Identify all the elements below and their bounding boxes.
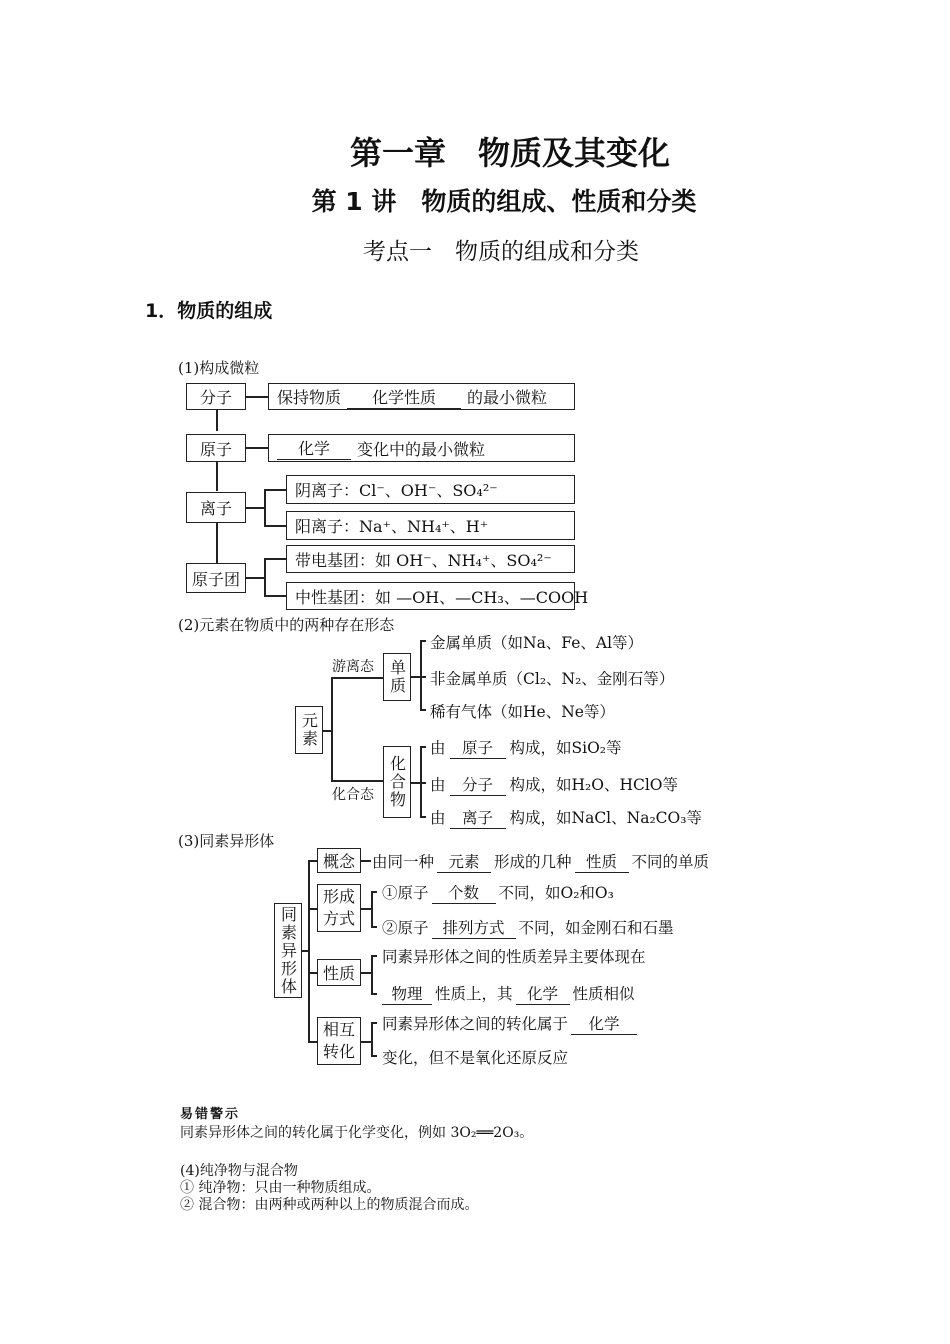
transform-line2: 变化，但不是氧化还原反应	[382, 1049, 569, 1067]
formation-count: ①原子 个数 不同，如O₂和O₃	[382, 881, 614, 904]
compound-ions: 由 离子 构成，如NaCl、Na₂CO₃等	[430, 806, 702, 829]
bracket	[371, 891, 373, 927]
blank-answer: 物理	[382, 982, 432, 1005]
bracket	[371, 1022, 377, 1024]
formation-box: 形成方式	[317, 884, 361, 932]
bracket	[371, 1055, 377, 1057]
formation-arrangement: ②原子 排列方式 不同，如金刚石和石墨	[382, 916, 674, 939]
blank-answer: 元素	[437, 850, 491, 873]
compound-molecules: 由 分子 构成，如H₂O、HClO等	[430, 773, 678, 796]
connector	[331, 677, 333, 781]
combined-state-label: 化合态	[332, 787, 374, 803]
simple-substance-box: 单质	[383, 653, 411, 701]
bracket	[361, 972, 371, 974]
connector	[308, 1041, 317, 1043]
connector	[308, 860, 310, 1042]
element-box: 元素	[295, 706, 323, 754]
transform-line1: 同素异形体之间的转化属于 化学	[382, 1012, 637, 1035]
atom-definition: 化学 变化中的最小微粒	[268, 434, 575, 462]
bracket	[411, 676, 426, 678]
blank-answer: 离子	[450, 806, 506, 829]
bracket	[371, 993, 377, 995]
part4-title: (4)纯净物与混合物	[180, 1163, 298, 1179]
bracket	[371, 1022, 373, 1056]
bracket	[361, 1041, 371, 1043]
compound-box: 化合物	[383, 746, 411, 818]
blank-answer: 性质	[575, 850, 629, 873]
bracket	[371, 955, 373, 994]
connector	[331, 780, 383, 782]
charged-group-examples: 带电基团：如 OH⁻、NH₄⁺、SO₄²⁻	[286, 545, 575, 573]
connector	[216, 409, 218, 431]
warning-title: 易错警示	[180, 1107, 241, 1122]
blank-answer: 化学	[571, 1012, 637, 1035]
bracket	[420, 709, 426, 711]
connector	[246, 396, 268, 398]
blank-answer: 个数	[432, 881, 496, 904]
blank-answer: 化学	[277, 436, 351, 460]
connector	[308, 908, 317, 910]
part2-title: (2)元素在物质中的两种存在形态	[178, 616, 395, 634]
connector	[264, 558, 286, 560]
bracket	[371, 926, 377, 928]
particle-molecule: 分子	[186, 383, 246, 410]
metal-simple: 金属单质（如Na、Fe、Al等）	[430, 634, 644, 652]
lecture-title: 第 1 讲 物质的组成、性质和分类	[311, 187, 697, 216]
property-line1: 同素异形体之间的性质差异主要体现在	[382, 948, 646, 966]
noble-gas: 稀有气体（如He、Ne等）	[430, 703, 615, 721]
connector	[323, 730, 331, 732]
connector	[361, 860, 371, 862]
section-title: 1．物质的组成	[145, 300, 273, 322]
nonmetal-simple: 非金属单质（Cl₂、N₂、金刚石等）	[430, 670, 675, 688]
bracket	[371, 891, 377, 893]
property-line2: 物理 性质上，其 化学 性质相似	[382, 982, 635, 1005]
connector	[308, 972, 317, 974]
transformation-box: 相互转化	[317, 1017, 361, 1065]
pure-substance: ① 纯净物：只由一种物质组成。	[180, 1180, 381, 1196]
particle-atom: 原子	[186, 434, 246, 462]
connector	[246, 577, 264, 579]
bracket	[361, 908, 371, 910]
property-box: 性质	[317, 959, 361, 986]
blank-answer: 排列方式	[432, 916, 516, 939]
particle-group: 原子团	[186, 563, 246, 593]
connector	[246, 447, 268, 449]
bracket	[420, 640, 422, 710]
connector	[264, 489, 286, 491]
allotrope-box: 同素异形体	[274, 903, 302, 998]
free-state-label: 游离态	[332, 659, 374, 675]
cation-examples: 阳离子：Na⁺、NH₄⁺、H⁺	[286, 511, 575, 540]
bracket	[420, 816, 426, 818]
chapter-title: 第一章 物质及其变化	[349, 134, 670, 172]
bracket	[371, 955, 377, 957]
connector	[264, 525, 286, 527]
concept-text: 由同一种 元素 形成的几种 性质 不同的单质	[372, 850, 709, 873]
connector	[308, 860, 317, 862]
blank-answer: 分子	[450, 773, 506, 796]
blank-answer: 化学	[516, 982, 570, 1005]
bracket	[420, 640, 426, 642]
connector	[216, 461, 218, 491]
warning-text: 同素异形体之间的转化属于化学变化，例如 3O₂══2O₃。	[180, 1125, 534, 1141]
connector	[331, 677, 383, 679]
connector	[264, 595, 286, 597]
topic-title: 考点一 物质的组成和分类	[363, 239, 639, 265]
connector	[246, 507, 264, 509]
anion-examples: 阴离子：Cl⁻、OH⁻、SO₄²⁻	[286, 475, 575, 504]
connector	[216, 523, 218, 563]
bracket	[420, 746, 426, 748]
compound-atoms: 由 原子 构成，如SiO₂等	[430, 736, 622, 759]
blank-answer: 原子	[450, 736, 506, 759]
particle-ion: 离子	[186, 492, 246, 523]
concept-box: 概念	[317, 848, 361, 873]
part1-title: (1)构成微粒	[178, 359, 260, 377]
mixture: ② 混合物：由两种或两种以上的物质混合而成。	[180, 1197, 479, 1213]
bracket	[411, 782, 426, 784]
connector	[264, 489, 266, 526]
part3-title: (3)同素异形体	[178, 832, 275, 850]
neutral-group-examples: 中性基团：如 —OH、—CH₃、—COOH	[286, 582, 575, 610]
blank-answer: 化学性质	[347, 385, 461, 409]
connector	[264, 558, 266, 596]
molecule-definition: 保持物质 化学性质 的最小微粒	[268, 383, 575, 410]
